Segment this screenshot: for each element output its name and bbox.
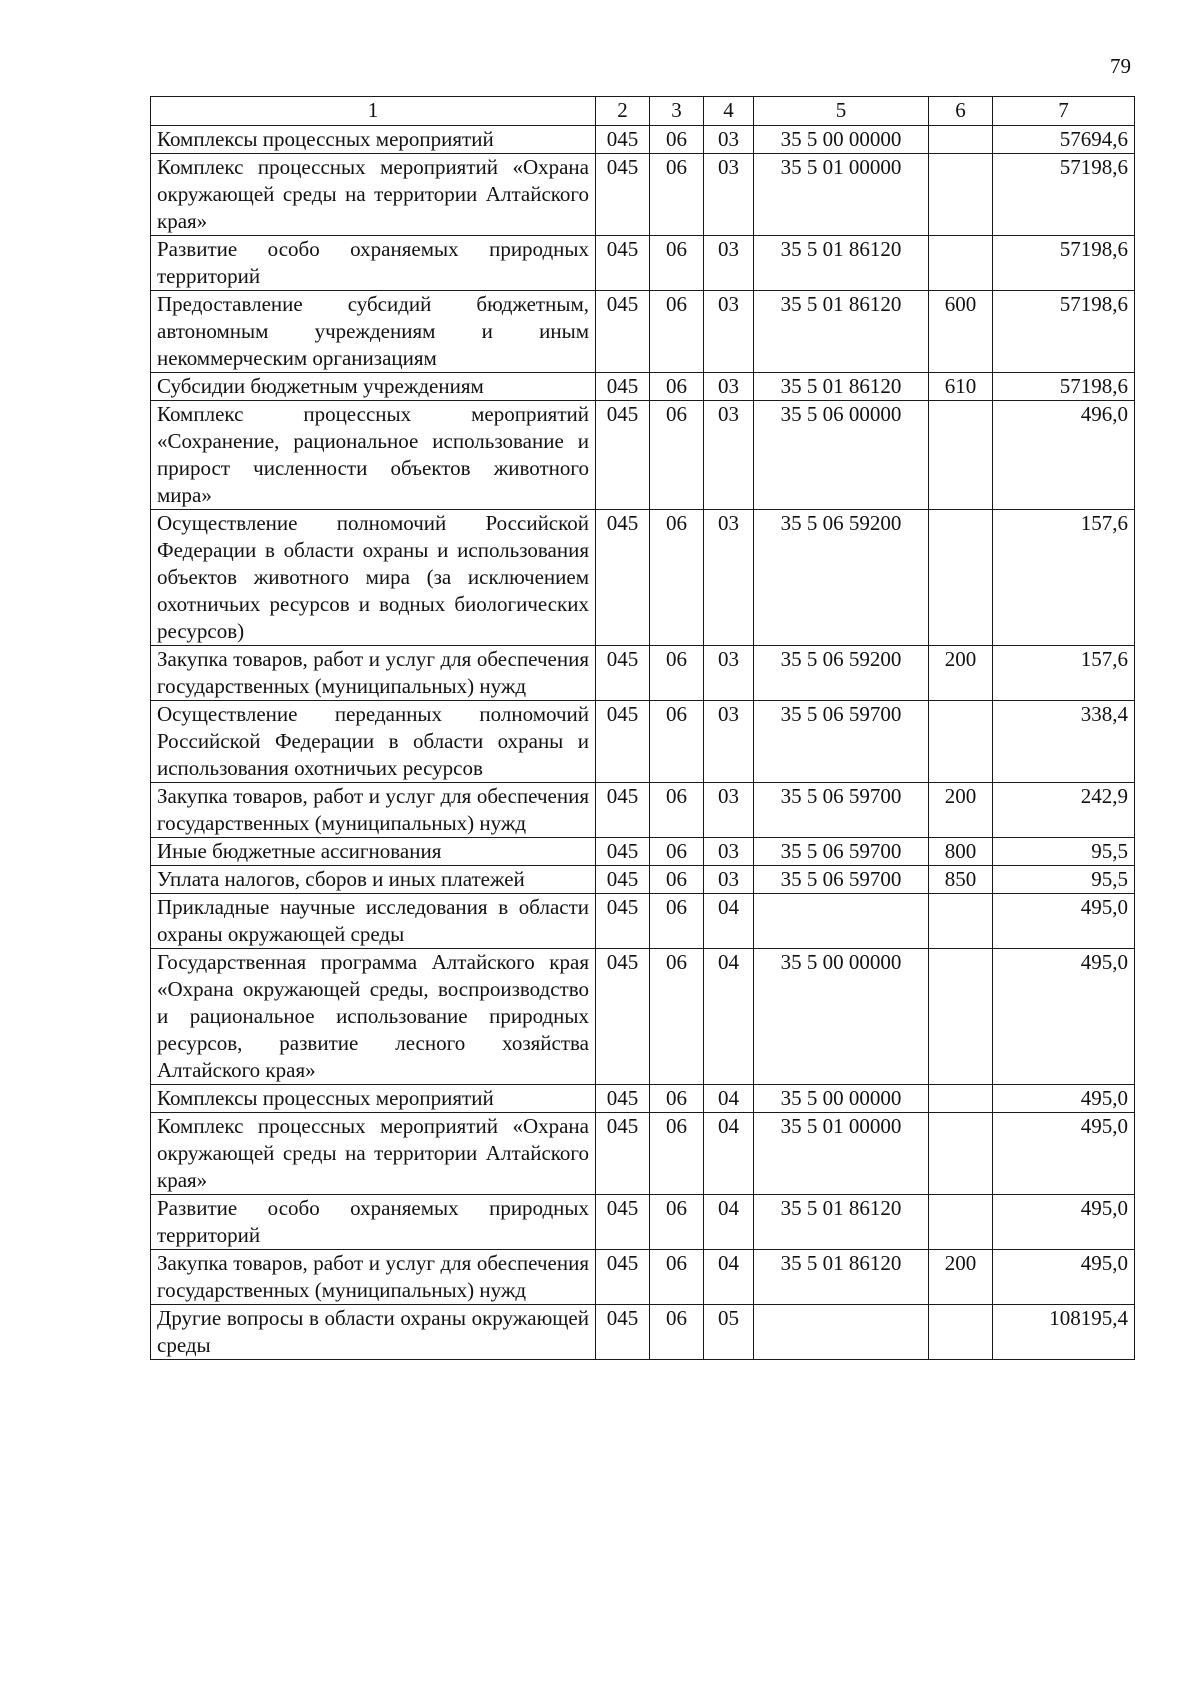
row-col-4: 03 bbox=[704, 646, 754, 701]
row-col-3: 06 bbox=[650, 783, 704, 838]
table-row bbox=[151, 894, 1135, 949]
row-target-code: 35 5 06 00000 bbox=[754, 401, 929, 510]
row-name: Государственная программа Алтайского края «Охрана окружающей среды, воспроизводство и рациональное использование природных ресурсов, развитие лесного хозяйства Алтайского края» bbox=[151, 949, 596, 1085]
row-col-3: 06 bbox=[650, 126, 704, 154]
table-body bbox=[151, 126, 1135, 1360]
row-expense-type: 600 bbox=[929, 291, 993, 373]
row-col-4: 03 bbox=[704, 701, 754, 783]
row-target-code: 35 5 06 59700 bbox=[754, 783, 929, 838]
row-col-3: 06 bbox=[650, 1085, 704, 1113]
table-row bbox=[151, 1250, 1135, 1305]
header-col-5: 5 bbox=[754, 97, 929, 126]
row-col-2: 045 bbox=[596, 401, 650, 510]
row-col-2: 045 bbox=[596, 894, 650, 949]
row-col-2: 045 bbox=[596, 236, 650, 291]
table-row bbox=[151, 866, 1135, 894]
row-col-3: 06 bbox=[650, 1305, 704, 1360]
row-col-2: 045 bbox=[596, 154, 650, 236]
row-col-3: 06 bbox=[650, 894, 704, 949]
row-target-code bbox=[754, 894, 929, 949]
row-col-4: 04 bbox=[704, 1250, 754, 1305]
row-target-code bbox=[754, 1305, 929, 1360]
row-col-4: 03 bbox=[704, 401, 754, 510]
row-col-3: 06 bbox=[650, 866, 704, 894]
header-col-4: 4 bbox=[704, 97, 754, 126]
row-col-2: 045 bbox=[596, 126, 650, 154]
row-target-code: 35 5 01 86120 bbox=[754, 291, 929, 373]
row-col-3: 06 bbox=[650, 1113, 704, 1195]
table-row bbox=[151, 126, 1135, 154]
row-amount: 108195,4 bbox=[993, 1305, 1135, 1360]
row-col-3: 06 bbox=[650, 510, 704, 646]
row-col-2: 045 bbox=[596, 1250, 650, 1305]
row-col-3: 06 bbox=[650, 646, 704, 701]
row-col-2: 045 bbox=[596, 646, 650, 701]
row-expense-type bbox=[929, 236, 993, 291]
table-row bbox=[151, 373, 1135, 401]
table-row bbox=[151, 701, 1135, 783]
row-col-2: 045 bbox=[596, 866, 650, 894]
row-expense-type: 850 bbox=[929, 866, 993, 894]
row-target-code: 35 5 01 86120 bbox=[754, 1250, 929, 1305]
row-col-4: 03 bbox=[704, 866, 754, 894]
row-amount: 95,5 bbox=[993, 838, 1135, 866]
row-amount: 57198,6 bbox=[993, 154, 1135, 236]
row-col-2: 045 bbox=[596, 949, 650, 1085]
row-amount: 495,0 bbox=[993, 894, 1135, 949]
row-col-4: 03 bbox=[704, 510, 754, 646]
row-name: Комплекс процессных мероприятий «Охрана окружающей среды на территории Алтайского края» bbox=[151, 154, 596, 236]
row-target-code: 35 5 01 00000 bbox=[754, 154, 929, 236]
table-row bbox=[151, 949, 1135, 1085]
table-row bbox=[151, 646, 1135, 701]
row-col-3: 06 bbox=[650, 154, 704, 236]
row-expense-type bbox=[929, 1085, 993, 1113]
row-col-2: 045 bbox=[596, 1085, 650, 1113]
row-col-4: 04 bbox=[704, 1113, 754, 1195]
row-amount: 496,0 bbox=[993, 401, 1135, 510]
row-target-code: 35 5 00 00000 bbox=[754, 949, 929, 1085]
row-expense-type bbox=[929, 510, 993, 646]
row-col-2: 045 bbox=[596, 291, 650, 373]
row-amount: 495,0 bbox=[993, 1113, 1135, 1195]
row-col-4: 03 bbox=[704, 236, 754, 291]
table-row bbox=[151, 1085, 1135, 1113]
row-col-4: 03 bbox=[704, 783, 754, 838]
row-name: Развитие особо охраняемых природных территорий bbox=[151, 236, 596, 291]
table-row bbox=[151, 1195, 1135, 1250]
row-col-4: 04 bbox=[704, 1085, 754, 1113]
row-col-3: 06 bbox=[650, 291, 704, 373]
row-col-3: 06 bbox=[650, 401, 704, 510]
row-name: Уплата налогов, сборов и иных платежей bbox=[151, 866, 596, 894]
row-col-2: 045 bbox=[596, 1113, 650, 1195]
row-col-2: 045 bbox=[596, 838, 650, 866]
table-row bbox=[151, 783, 1135, 838]
header-col-2: 2 bbox=[596, 97, 650, 126]
table-row bbox=[151, 236, 1135, 291]
table-row bbox=[151, 1305, 1135, 1360]
row-amount: 495,0 bbox=[993, 1250, 1135, 1305]
table-row bbox=[151, 154, 1135, 236]
row-amount: 57198,6 bbox=[993, 236, 1135, 291]
row-amount: 242,9 bbox=[993, 783, 1135, 838]
row-name: Осуществление переданных полномочий Российской Федерации в области охраны и использования охотничьих ресурсов bbox=[151, 701, 596, 783]
row-name: Закупка товаров, работ и услуг для обеспечения государственных (муниципальных) нужд bbox=[151, 1250, 596, 1305]
row-expense-type bbox=[929, 949, 993, 1085]
row-col-2: 045 bbox=[596, 1305, 650, 1360]
row-name: Развитие особо охраняемых природных территорий bbox=[151, 1195, 596, 1250]
row-col-2: 045 bbox=[596, 783, 650, 838]
row-target-code: 35 5 06 59700 bbox=[754, 838, 929, 866]
row-name: Другие вопросы в области охраны окружающей среды bbox=[151, 1305, 596, 1360]
row-expense-type bbox=[929, 701, 993, 783]
row-name: Субсидии бюджетным учреждениям bbox=[151, 373, 596, 401]
row-col-3: 06 bbox=[650, 949, 704, 1085]
row-expense-type bbox=[929, 126, 993, 154]
row-name: Иные бюджетные ассигнования bbox=[151, 838, 596, 866]
row-target-code: 35 5 06 59200 bbox=[754, 510, 929, 646]
header-col-3: 3 bbox=[650, 97, 704, 126]
row-col-2: 045 bbox=[596, 701, 650, 783]
row-amount: 57198,6 bbox=[993, 291, 1135, 373]
table-row bbox=[151, 401, 1135, 510]
row-col-4: 03 bbox=[704, 838, 754, 866]
row-col-3: 06 bbox=[650, 1250, 704, 1305]
page-number: 79 bbox=[1110, 54, 1131, 78]
row-col-4: 04 bbox=[704, 949, 754, 1085]
row-amount: 57198,6 bbox=[993, 373, 1135, 401]
row-col-3: 06 bbox=[650, 236, 704, 291]
table-row bbox=[151, 510, 1135, 646]
row-target-code: 35 5 00 00000 bbox=[754, 126, 929, 154]
row-col-2: 045 bbox=[596, 510, 650, 646]
table-row bbox=[151, 291, 1135, 373]
row-expense-type: 200 bbox=[929, 783, 993, 838]
row-target-code: 35 5 01 86120 bbox=[754, 373, 929, 401]
header-col-7: 7 bbox=[993, 97, 1135, 126]
row-name: Закупка товаров, работ и услуг для обеспечения государственных (муниципальных) нужд bbox=[151, 646, 596, 701]
row-name: Комплекс процессных мероприятий «Охрана окружающей среды на территории Алтайского края» bbox=[151, 1113, 596, 1195]
row-expense-type bbox=[929, 1195, 993, 1250]
row-name: Осуществление полномочий Российской Федерации в области охраны и использования объектов животного мира (за исключением охотничьих ресурсов и водных биологических ресурсов) bbox=[151, 510, 596, 646]
row-col-4: 04 bbox=[704, 894, 754, 949]
row-expense-type: 200 bbox=[929, 1250, 993, 1305]
row-name: Предоставление субсидий бюджетным, автономным учреждениям и иным некоммерческим организациям bbox=[151, 291, 596, 373]
table-row bbox=[151, 1113, 1135, 1195]
row-expense-type bbox=[929, 401, 993, 510]
row-name: Прикладные научные исследования в области охраны окружающей среды bbox=[151, 894, 596, 949]
row-amount: 57694,6 bbox=[993, 126, 1135, 154]
row-expense-type: 200 bbox=[929, 646, 993, 701]
row-col-4: 03 bbox=[704, 373, 754, 401]
row-target-code: 35 5 01 86120 bbox=[754, 1195, 929, 1250]
row-name: Комплексы процессных мероприятий bbox=[151, 1085, 596, 1113]
row-col-3: 06 bbox=[650, 373, 704, 401]
row-expense-type bbox=[929, 1113, 993, 1195]
row-name: Комплексы процессных мероприятий bbox=[151, 126, 596, 154]
row-col-4: 03 bbox=[704, 154, 754, 236]
row-amount: 495,0 bbox=[993, 1085, 1135, 1113]
row-col-2: 045 bbox=[596, 1195, 650, 1250]
row-target-code: 35 5 06 59700 bbox=[754, 866, 929, 894]
header-col-1: 1 bbox=[151, 97, 596, 126]
row-target-code: 35 5 00 00000 bbox=[754, 1085, 929, 1113]
row-name: Комплекс процессных мероприятий «Сохранение, рациональное использование и прирост численности объектов животного мира» bbox=[151, 401, 596, 510]
row-amount: 495,0 bbox=[993, 1195, 1135, 1250]
row-amount: 95,5 bbox=[993, 866, 1135, 894]
row-amount: 495,0 bbox=[993, 949, 1135, 1085]
row-amount: 157,6 bbox=[993, 646, 1135, 701]
row-name: Закупка товаров, работ и услуг для обеспечения государственных (муниципальных) нужд bbox=[151, 783, 596, 838]
row-col-4: 03 bbox=[704, 291, 754, 373]
row-expense-type bbox=[929, 1305, 993, 1360]
row-expense-type bbox=[929, 894, 993, 949]
row-expense-type: 610 bbox=[929, 373, 993, 401]
row-amount: 157,6 bbox=[993, 510, 1135, 646]
table-row bbox=[151, 838, 1135, 866]
table-header bbox=[151, 97, 1135, 126]
budget-table bbox=[150, 96, 1135, 1360]
header-row bbox=[151, 97, 1135, 126]
row-col-3: 06 bbox=[650, 838, 704, 866]
row-target-code: 35 5 06 59700 bbox=[754, 701, 929, 783]
row-col-4: 03 bbox=[704, 126, 754, 154]
row-target-code: 35 5 06 59200 bbox=[754, 646, 929, 701]
row-expense-type bbox=[929, 154, 993, 236]
row-col-4: 04 bbox=[704, 1195, 754, 1250]
row-col-3: 06 bbox=[650, 1195, 704, 1250]
header-col-6: 6 bbox=[929, 97, 993, 126]
row-col-3: 06 bbox=[650, 701, 704, 783]
row-target-code: 35 5 01 00000 bbox=[754, 1113, 929, 1195]
row-col-4: 05 bbox=[704, 1305, 754, 1360]
row-target-code: 35 5 01 86120 bbox=[754, 236, 929, 291]
row-expense-type: 800 bbox=[929, 838, 993, 866]
row-col-2: 045 bbox=[596, 373, 650, 401]
row-amount: 338,4 bbox=[993, 701, 1135, 783]
